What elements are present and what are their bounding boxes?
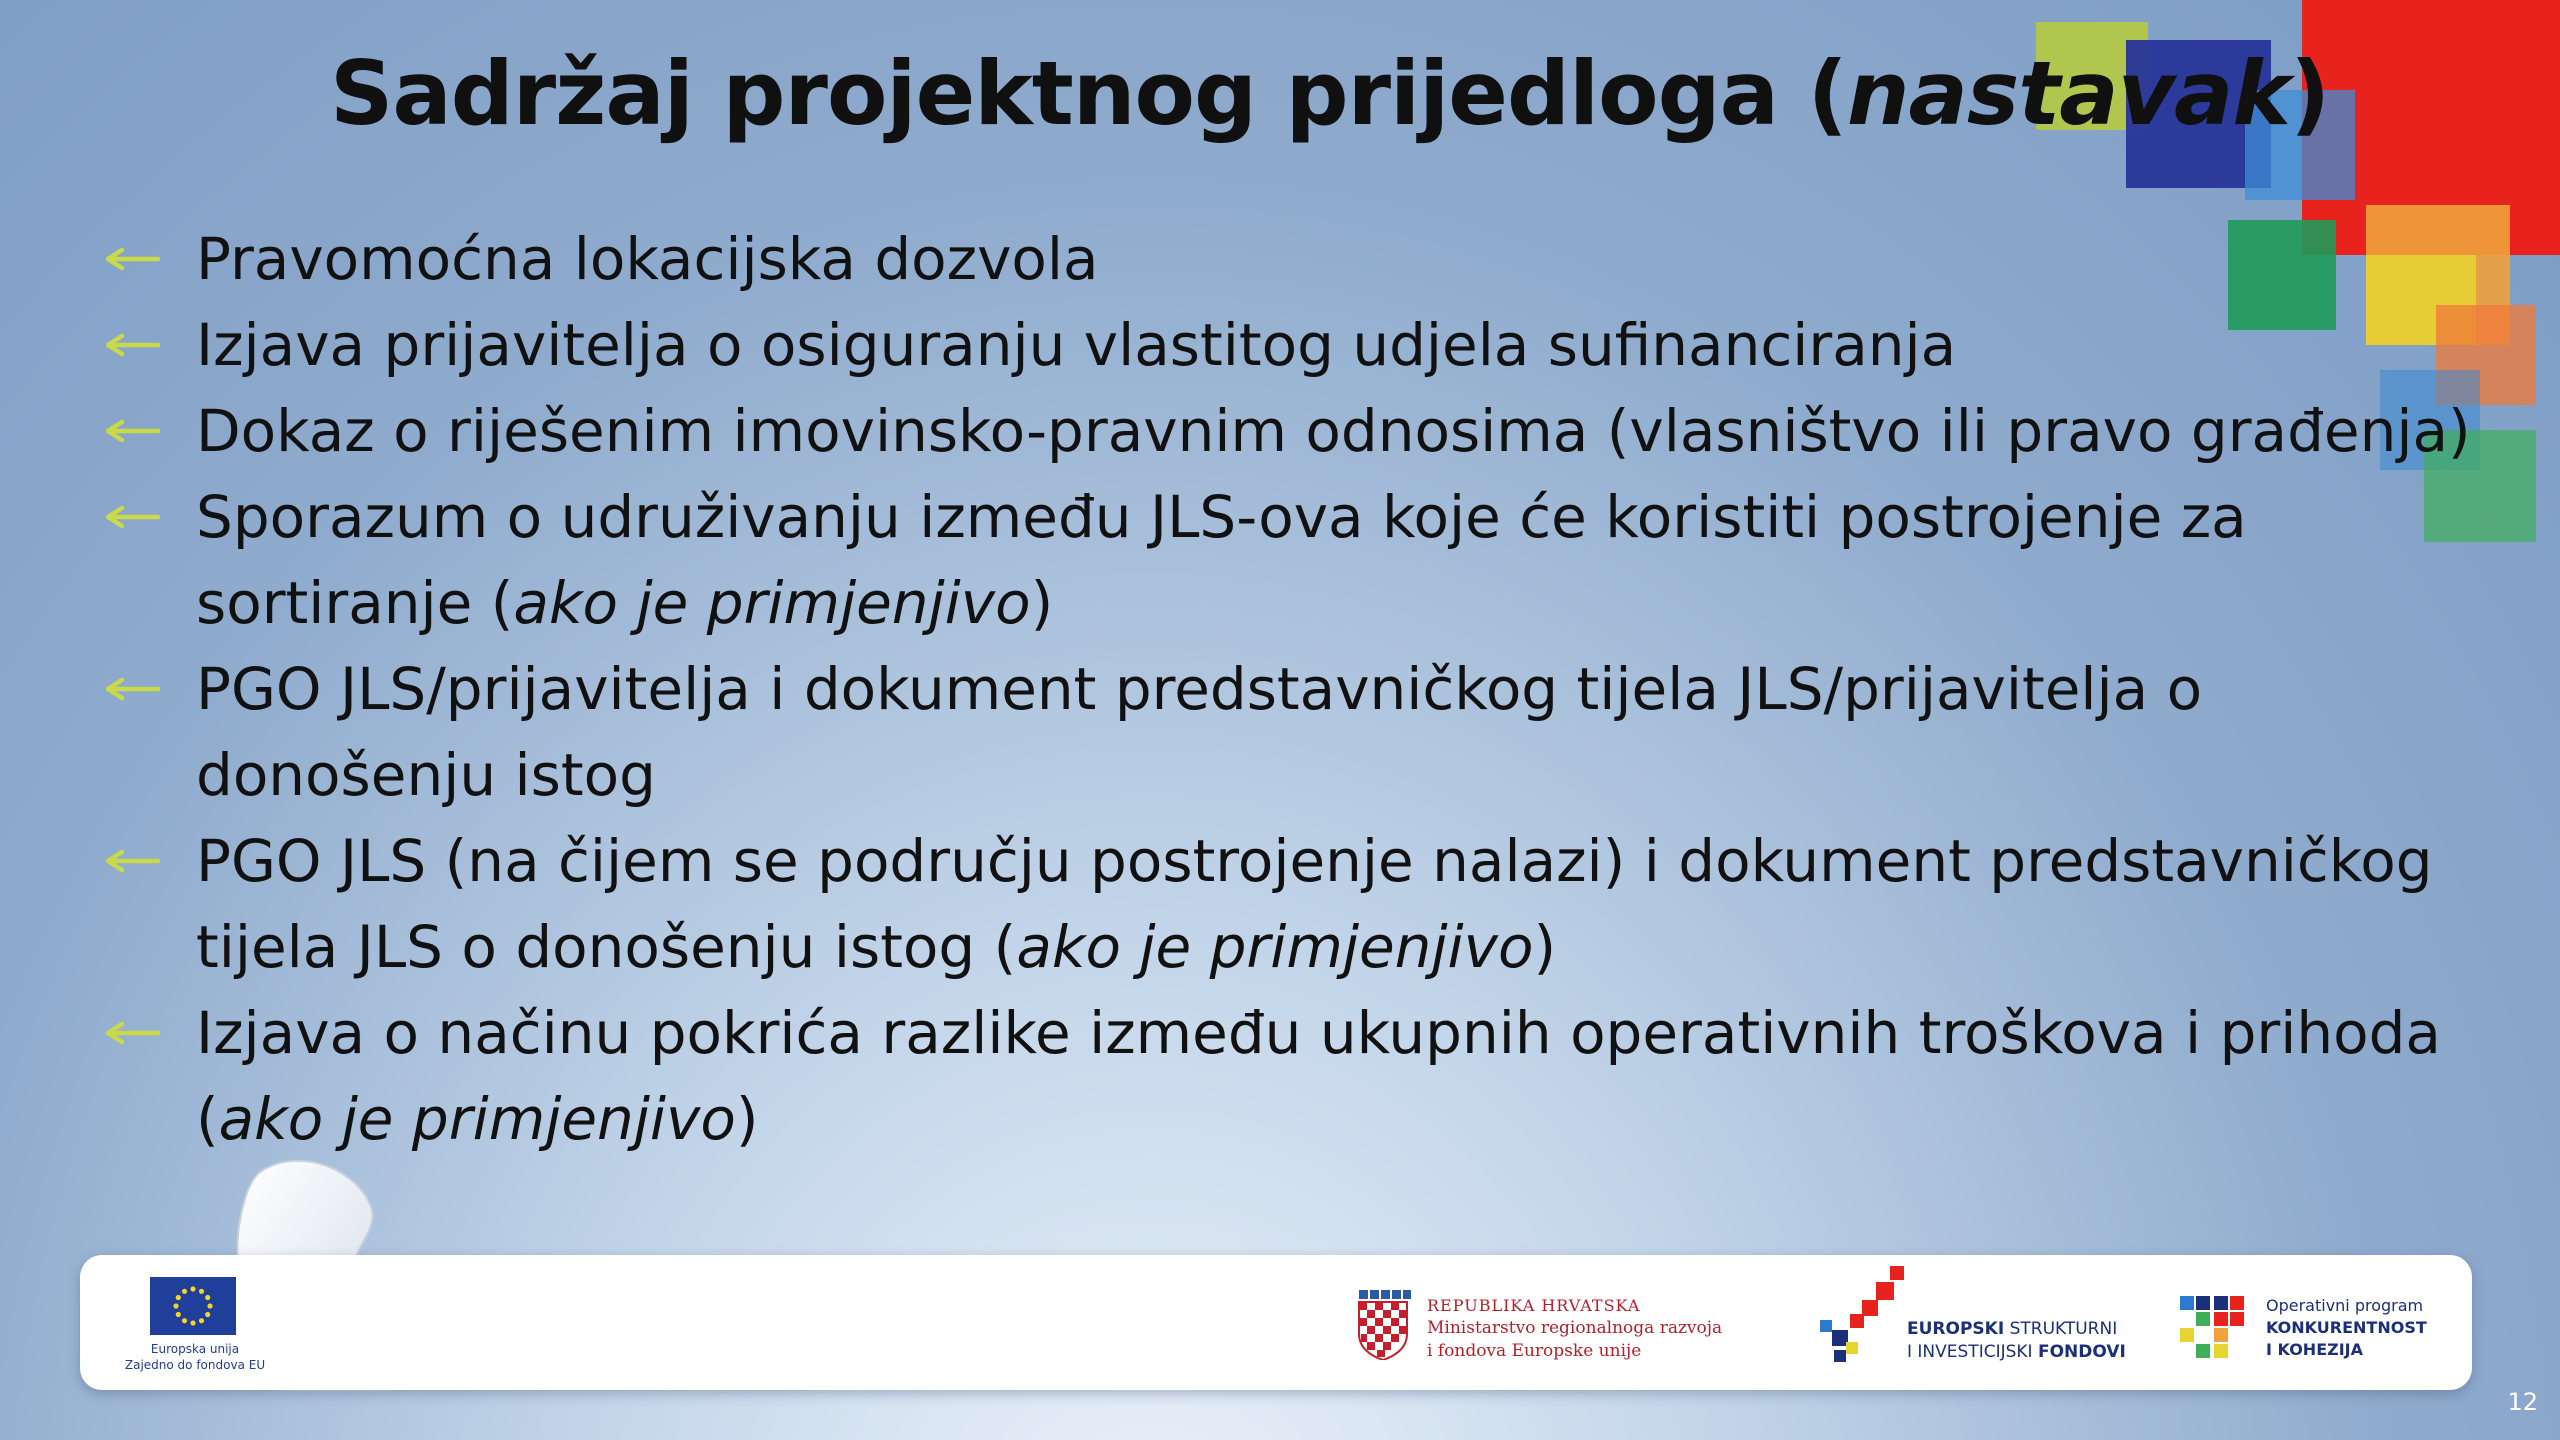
bullet-text-line <box>196 216 2460 302</box>
bullet-text-line <box>196 1076 2460 1162</box>
esif-line1-rest: STRUKTURNI <box>2004 1319 2118 1339</box>
list-item <box>100 990 2460 1162</box>
text: Izjava o načinu pokrića razlike između ukupnih operativnih troškova i prihoda <box>196 999 2441 1067</box>
text: Izjava prijavitelja o osiguranju vlastitog udjela sufinanciranja <box>196 311 1957 379</box>
bullet-text-line <box>196 818 2460 904</box>
bullet-text-line <box>196 732 2460 818</box>
rh-line2: Ministarstvo regionalnoga razvoja <box>1427 1318 1723 1338</box>
opkk-text <box>2266 1295 2427 1361</box>
rh-line3: i fondova Europske unije <box>1427 1341 1642 1361</box>
bullet-text-line <box>196 302 2460 388</box>
bullet-text-line <box>196 990 2460 1076</box>
bullet-text-line <box>196 560 2460 646</box>
list-item <box>100 302 2460 388</box>
bullet-list <box>100 216 2471 1162</box>
text: PGO JLS/prijavitelja i dokument predstavničkog tijela JLS/prijavitelja o <box>196 655 2203 723</box>
eu-caption <box>110 1341 280 1373</box>
text: ) <box>735 1085 759 1153</box>
text: ) <box>1533 913 1557 981</box>
list-item <box>100 474 2460 646</box>
eu-caption-line2: Zajedno do fondova EU <box>124 1358 266 1372</box>
opkk-logo-icon <box>2180 1296 2246 1362</box>
list-item <box>100 216 2460 302</box>
arrow-left-icon <box>106 474 160 560</box>
opkk-line2: KONKURENTNOST <box>2266 1318 2427 1337</box>
bullet-text-line <box>196 388 2471 474</box>
text: PGO JLS (na čijem se području postrojenje nalazi) i dokument predstavničkog <box>196 827 2433 895</box>
eu-caption-line1: Europska unija <box>150 1342 240 1356</box>
opkk-line1: Operativni program <box>2266 1296 2424 1315</box>
text: ) <box>1030 569 1054 637</box>
esif-logo-icon <box>1820 1266 1916 1366</box>
text: Dokaz o riješenim imovinsko-pravnim odnosima (vlasništvo ili pravo građenja) <box>196 397 2471 465</box>
text: donošenju istog <box>196 741 656 809</box>
rh-line1: REPUBLIKA HRVATSKA <box>1427 1296 1641 1315</box>
bullet-text-line <box>196 646 2460 732</box>
arrow-left-icon <box>106 388 160 474</box>
esif-text <box>1907 1318 2126 1364</box>
text: sortiranje ( <box>196 569 514 637</box>
text: tijela JLS o donošenju istog ( <box>196 913 1017 981</box>
arrow-left-icon <box>106 818 160 904</box>
slide-title <box>330 42 2330 145</box>
bullet-text-line <box>196 474 2460 560</box>
italic-text: ako je primjenjivo <box>218 1085 736 1153</box>
title-close: ) <box>2289 42 2330 145</box>
italic-text: ako je primjenjivo <box>1016 913 1534 981</box>
list-item <box>100 818 2460 990</box>
esif-line2-rest: I INVESTICIJSKI <box>1907 1342 2038 1362</box>
esif-line2-bold: FONDOVI <box>2037 1342 2126 1362</box>
esif-line1-bold: EUROPSKI <box>1907 1319 2005 1339</box>
arrow-left-icon <box>106 990 160 1076</box>
title-main: Sadržaj projektnog prijedloga ( <box>330 42 1847 145</box>
opkk-line3: I KOHEZIJA <box>2266 1340 2364 1359</box>
text: Pravomoćna lokacijska dozvola <box>196 225 1099 293</box>
arrow-left-icon <box>106 646 160 732</box>
rh-ministry-text <box>1427 1294 1722 1363</box>
arrow-left-icon <box>106 302 160 388</box>
eu-flag-icon <box>150 1277 236 1335</box>
page-number: 12 <box>2507 1388 2538 1416</box>
italic-text: ako je primjenjivo <box>513 569 1031 637</box>
text: Sporazum o udruživanju između JLS-ova koje će koristiti postrojenje za <box>196 483 2247 551</box>
croatian-coat-of-arms-icon <box>1355 1290 1411 1360</box>
list-item <box>100 646 2460 818</box>
title-italic: nastavak <box>1846 42 2290 145</box>
bullet-text-line <box>196 904 2460 990</box>
list-item <box>100 388 2471 474</box>
text: ( <box>196 1085 219 1153</box>
arrow-left-icon <box>106 216 160 302</box>
